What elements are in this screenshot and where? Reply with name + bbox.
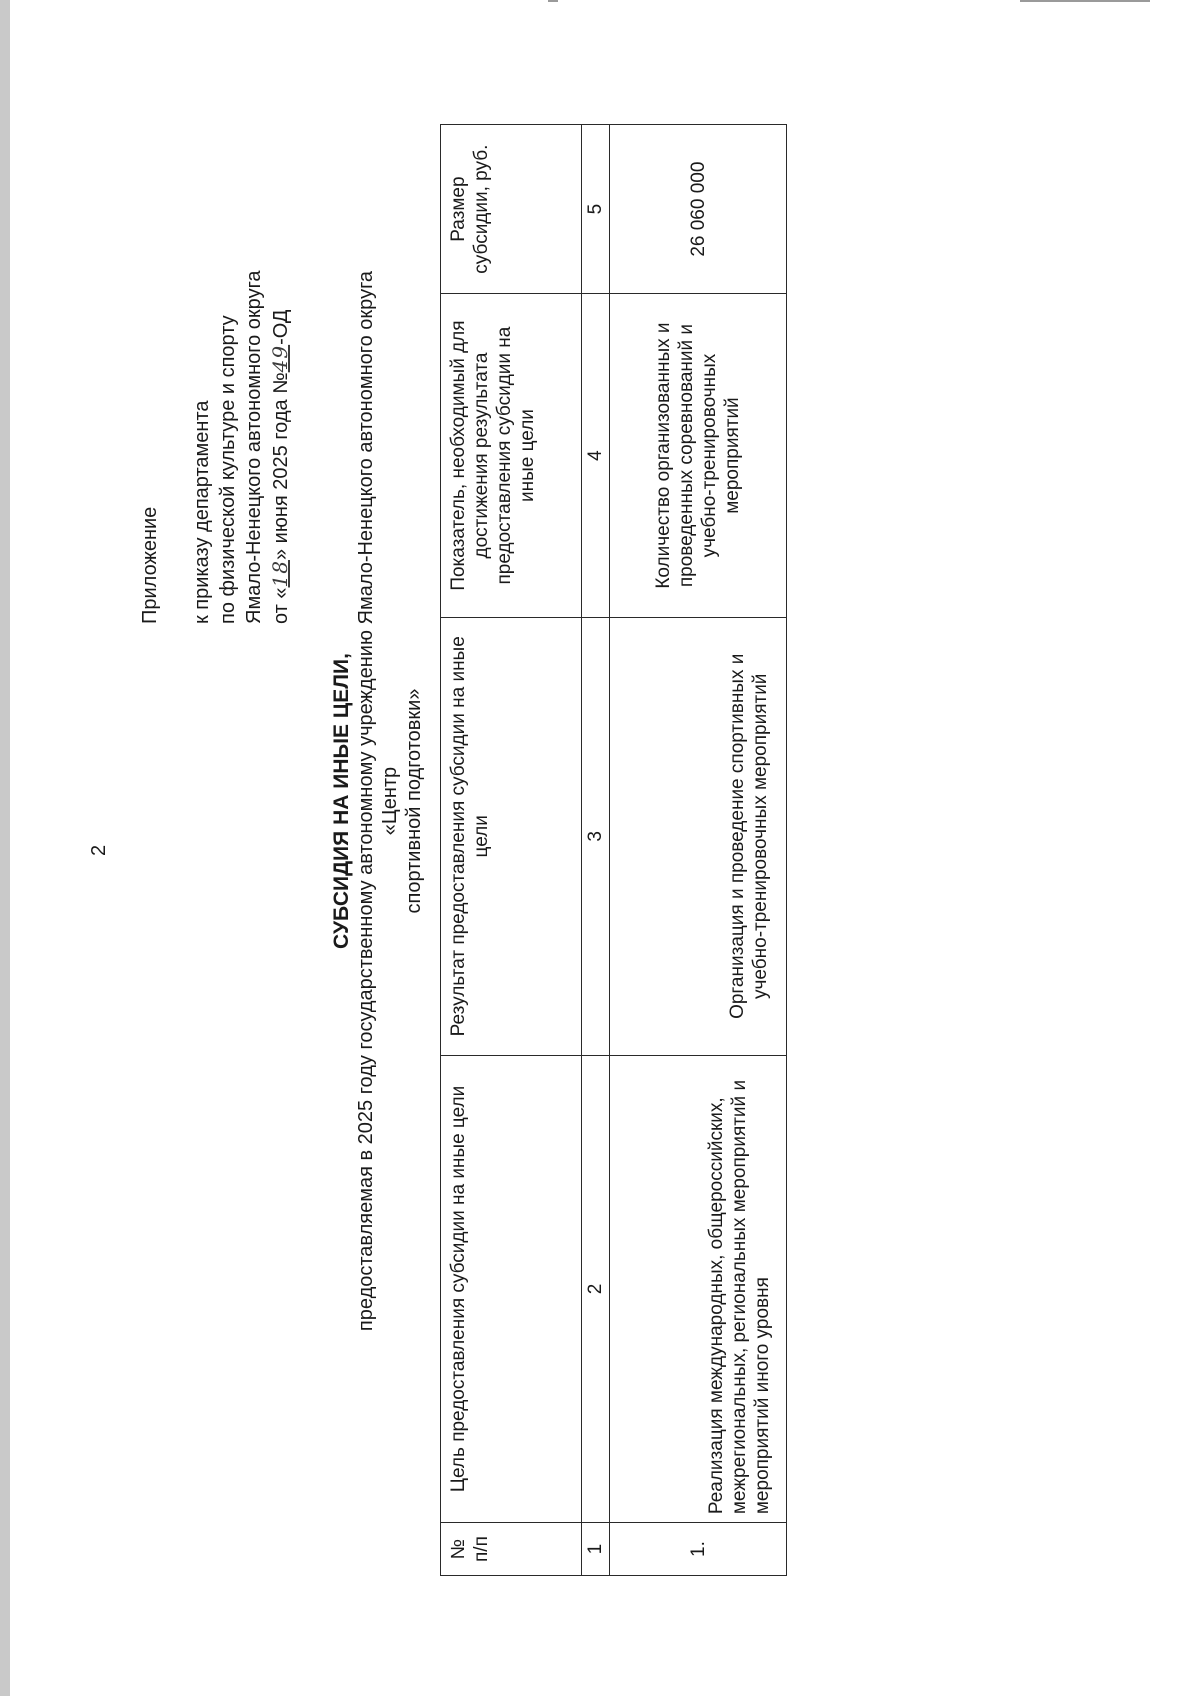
handwritten-order-number: 49 bbox=[268, 344, 292, 373]
table-header-row bbox=[441, 125, 582, 1576]
handwritten-day: 18 bbox=[268, 560, 292, 588]
appendix-title: Приложение bbox=[139, 506, 161, 624]
subsidy-table bbox=[440, 124, 787, 1576]
order-suffix: -ОД bbox=[270, 309, 292, 345]
page-number: 2 bbox=[88, 844, 110, 856]
document-subtitle: предоставляемая в 2025 году государственному автономному учреждению Ямало-Ненецкого автономного округа «Центр bbox=[355, 270, 401, 1332]
column-number: 3 bbox=[582, 617, 610, 1055]
header-cell: Результат предоставления субсидии на иные цели bbox=[441, 617, 582, 1055]
column-number: 1 bbox=[582, 1523, 610, 1576]
header-cell: Цель предоставления субсидии на иные цели bbox=[441, 1055, 582, 1522]
column-number: 5 bbox=[582, 125, 610, 294]
header-cell: № п/п bbox=[441, 1523, 582, 1576]
row-goal: Реализация международных, общероссийских, межрегиональных, региональных мероприятий и мероприятий иного уровня bbox=[610, 1055, 787, 1522]
row-number: 1. bbox=[610, 1523, 787, 1576]
appendix-line: Ямало-Ненецкого автономного округа bbox=[243, 270, 265, 624]
document-subtitle: спортивной подготовки» bbox=[403, 688, 425, 914]
column-number: 4 bbox=[582, 294, 610, 618]
row-indicator: Количество организованных и проведенных соревнований и учебно-тренировочных мероприятий bbox=[610, 294, 787, 618]
appendix-date-line bbox=[267, 204, 294, 624]
header-cell: Показатель, необходимый для достижения результата предоставления субсидии на иные цели bbox=[441, 294, 582, 618]
document-title: СУБСИДИЯ НА ИНЫЕ ЦЕЛИ, bbox=[330, 653, 353, 949]
header-cell: Размер субсидии, руб. bbox=[441, 125, 582, 294]
row-amount: 26 060 000 bbox=[610, 125, 787, 294]
appendix-block bbox=[137, 204, 294, 624]
row-result: Организация и проведение спортивных и учебно-тренировочных мероприятий bbox=[610, 617, 787, 1055]
date-middle: » июня 2025 года № bbox=[270, 372, 292, 561]
table-row bbox=[610, 125, 787, 1576]
column-number: 2 bbox=[582, 1055, 610, 1522]
appendix-line: по физической культуре и спорту bbox=[217, 315, 239, 624]
appendix-line: к приказу департамента bbox=[191, 400, 213, 624]
column-number-row bbox=[582, 125, 610, 1576]
date-prefix: от « bbox=[270, 587, 292, 624]
document-title-block bbox=[330, 236, 426, 1366]
